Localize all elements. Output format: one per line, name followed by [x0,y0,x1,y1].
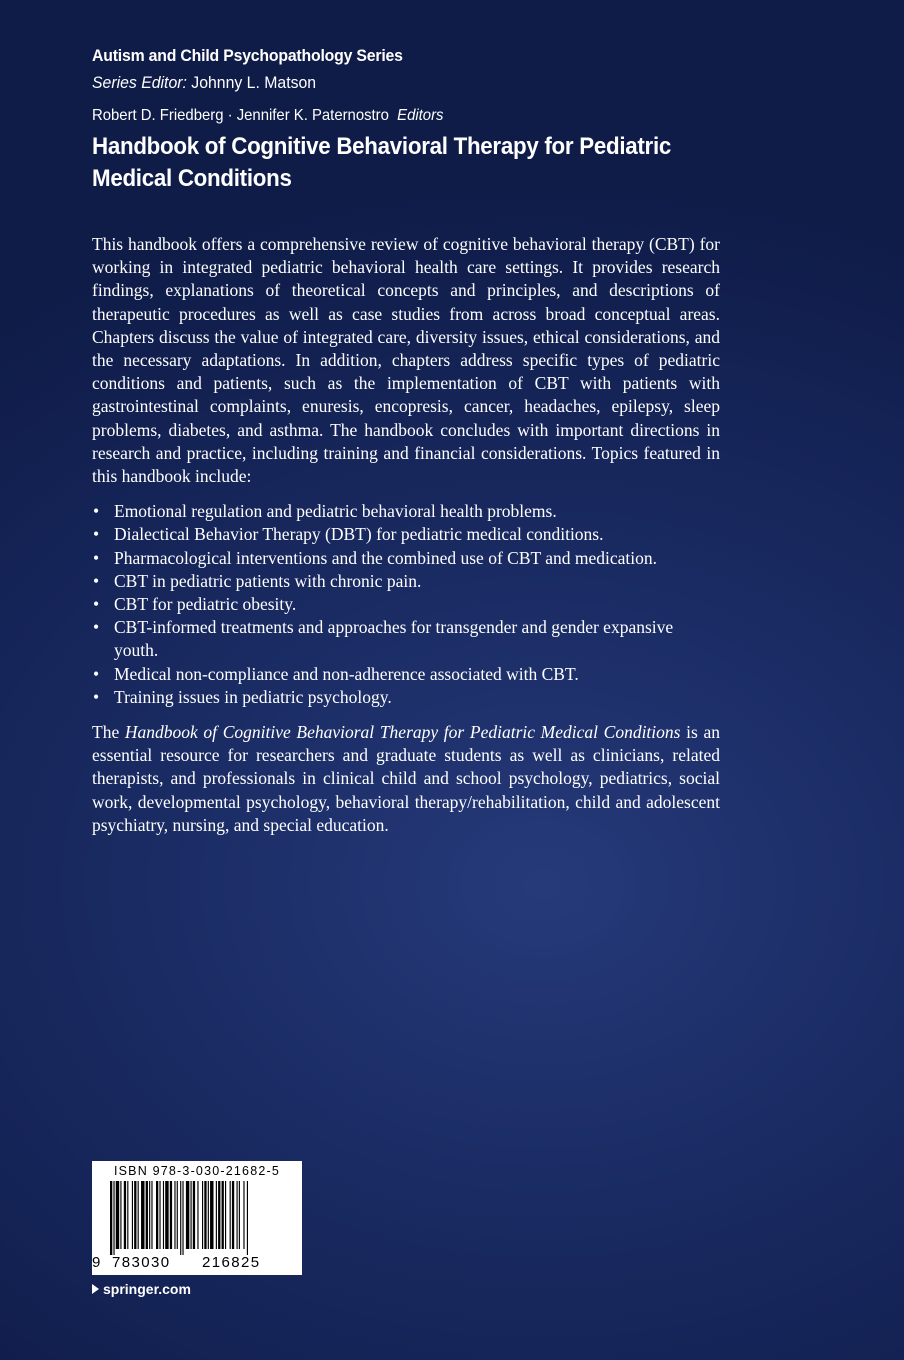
series-title: Autism and Child Psychopathology Series [92,46,403,65]
publisher-link[interactable] [92,1281,191,1297]
topics-list [92,500,720,709]
isbn-barcode [92,1161,302,1275]
isbn-label: ISBN 978-3-030-21682-5 [113,1164,281,1178]
topic-item: • Emotional regulation and pediatric behavioral health problems. [92,500,720,523]
description-paragraph: This handbook offers a comprehensive review of cognitive behavioral therapy (CBT) for working in integrated pediatric behavioral health care settings. It provides research findings, explanations of theoretical concepts and principles, and descriptions of therapeutic procedures as well as case studies from across broad conceptual areas. Chapters discuss the value of integrated care, diversity issues, ethical considerations, and the necessary adaptations. In addition, chapters address specific types of pediatric conditions and patients, such as the implementation of CBT with patients with gastrointestinal complaints, enuresis, encopresis, cancer, headaches, epilepsy, sleep problems, diabetes, and asthma. The handbook concludes with important directions in research and practice, including training and financial considerations. Topics featured in this handbook include: [92,234,720,487]
topic-item: • CBT-informed treatments and approaches for transgender and gender expansive youth. [92,616,720,662]
series-editor [92,73,316,93]
closing-paragraph [92,721,720,837]
topic-item: • Medical non-compliance and non-adherence associated with CBT. [92,663,720,686]
topic-item: • Pharmacological interventions and the combined use of CBT and medication. [92,547,720,570]
back-cover-text [92,233,720,837]
topic-item: • Training issues in pediatric psychology. [92,686,720,709]
publisher-url: springer.com [103,1281,191,1297]
series-editor-name: Johnny L. Matson [191,73,317,92]
series-editor-label: Series Editor: [92,73,187,92]
barcode-icon [100,1181,294,1255]
topic-item: • CBT for pediatric obesity. [92,593,720,616]
barcode-digits-left: 783030 [112,1254,171,1271]
closing-rest: is an essential resource for researchers and graduate students as well as clinicians, related therapists, and professionals in clinical child and school psychology, pediatrics, social work, developmental psychology, behavioral therapy/rehabilitation, child and adolescent psychiatry, nursing, and special education. [92,722,720,835]
topic-item: • Dialectical Behavior Therapy (DBT) for pediatric medical conditions. [92,523,720,546]
editor-names: Robert D. Friedberg · Jennifer K. Paternostro [92,107,389,124]
editors-role: Editors [397,107,444,124]
barcode-digit-lead: 9 [92,1254,102,1271]
closing-book-title: Handbook of Cognitive Behavioral Therapy for Pediatric Medical Conditions [124,722,681,743]
barcode-digits-right: 216825 [202,1254,261,1271]
topic-item: • CBT in pediatric patients with chronic pain. [92,570,720,593]
closing-prefix: The [92,722,125,743]
book-title: Handbook of Cognitive Behavioral Therapy for Pediatric Medical Conditions [92,133,671,192]
book-editors [92,107,443,125]
arrow-right-icon [92,1284,99,1294]
